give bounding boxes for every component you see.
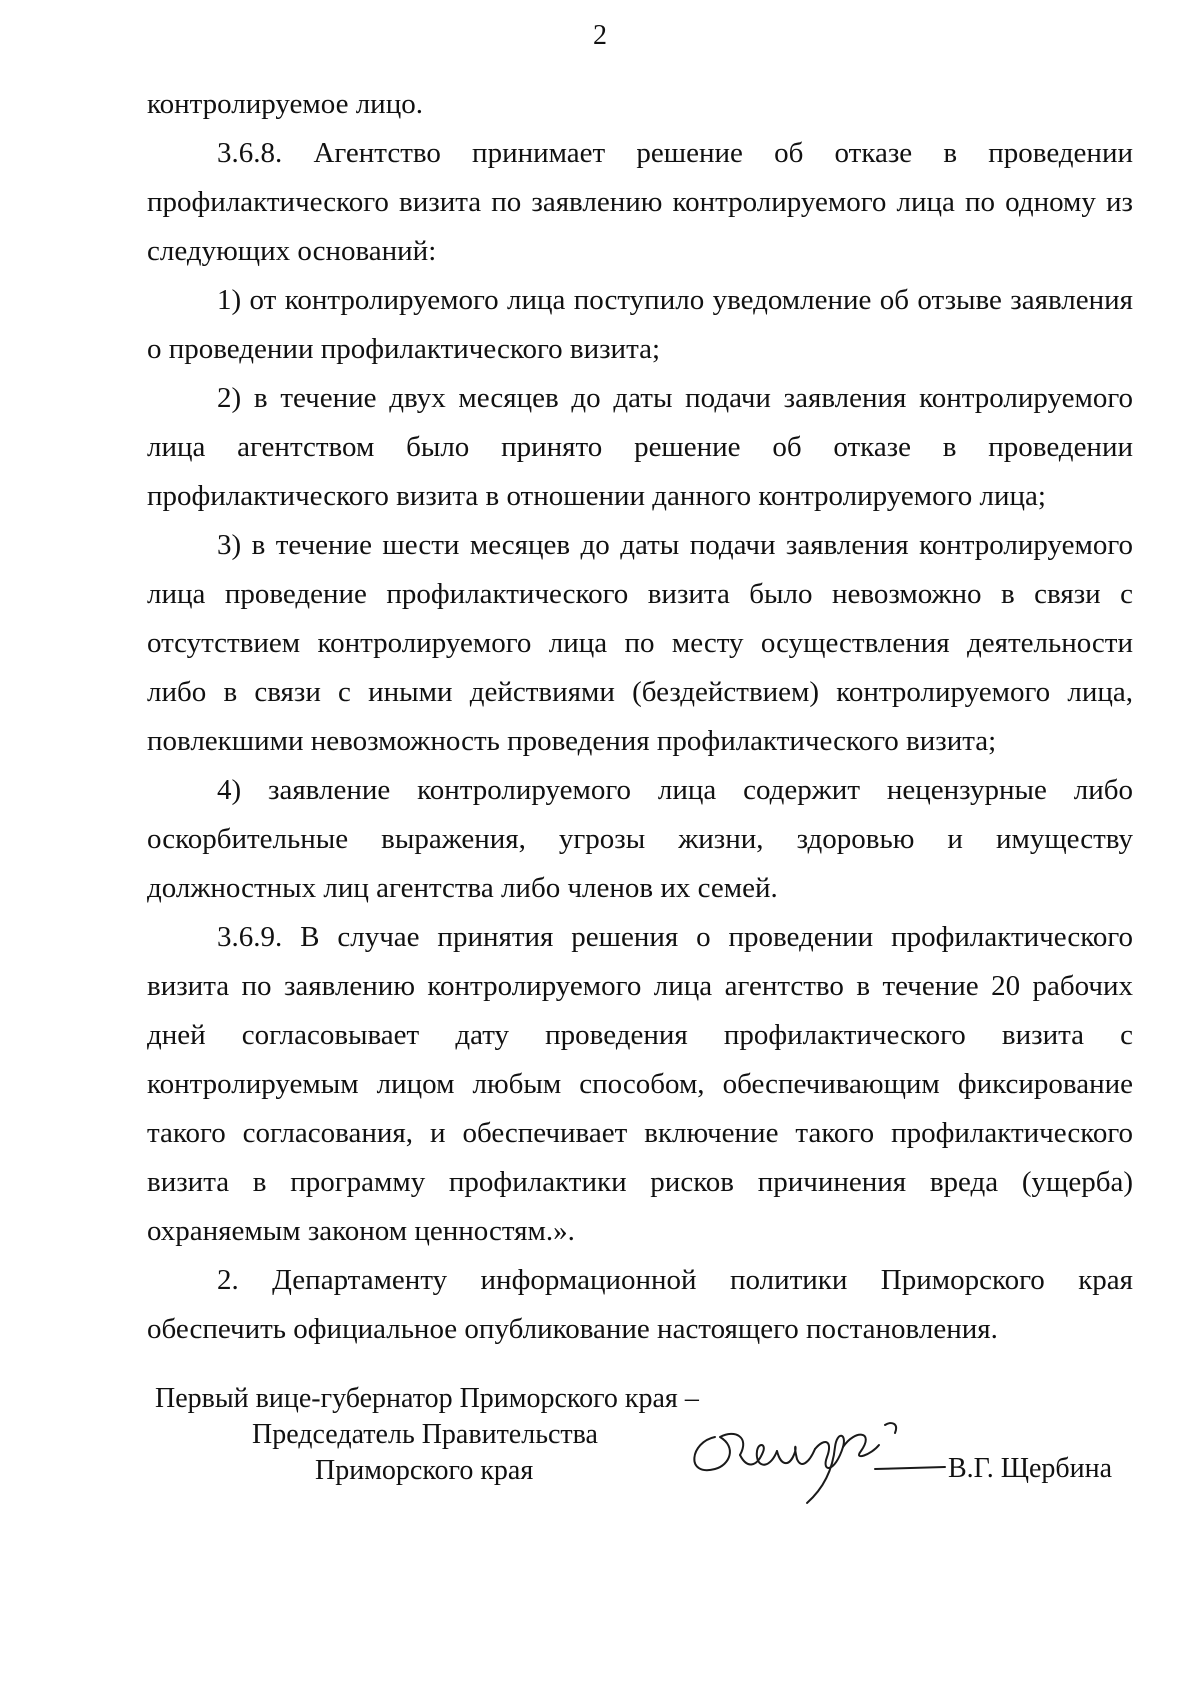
list-item-4: 4) заявление контролируемого лица содержит нецензурные либо оскорбительные выражения, угрозы жизни, здоровью и имуществу должностных лиц агентства либо членов их семей. [147,774,1133,904]
signatory-name: В.Г. Щербина [948,1453,1113,1484]
document-body [147,80,1133,1354]
signature-block [130,1381,1140,1521]
signatory-title-line: Первый вице-губернатор Приморского края – [155,1383,699,1414]
list-item-2: 2) в течение двух месяцев до даты подачи заявления контролируемого лица агентством было принято решение об отказе в проведении профилактического визита в отношении данного контролируемого лица; [147,382,1133,512]
handwritten-signature [675,1407,955,1507]
paragraph-3-6-9: 3.6.9. В случае принятия решения о проведении профилактического визита по заявлению контролируемого лица агентство в течение 20 рабочих дней согласовывает дату проведения профилактического визита с контролируемым лицом любым способом, обеспечивающим фиксирование такого согласования, и обеспечивает включение такого профилактического визита в программу профилактики рисков причинения вреда (ущерба) охраняемым законом ценностям.». [147,921,1133,1247]
list-item-1: 1) от контролируемого лица поступило уведомление об отзыве заявления о проведении профилактического визита; [147,284,1133,365]
paragraph-3-6-8: 3.6.8. Агентство принимает решение об отказе в проведении профилактического визита по заявлению контролируемого лица по одному из следующих оснований: [147,137,1133,267]
list-item-3: 3) в течение шести месяцев до даты подачи заявления контролируемого лица проведение профилактического визита было невозможно в связи с отсутствием контролируемого лица по месту осуществления деятельности либо в связи с иными действиями (бездействием) контролируемого лица, повлекшими невозможность проведения профилактического визита; [147,529,1133,757]
signatory-title-line: Приморского края [315,1455,534,1486]
page-number: 2 [593,20,607,51]
signatory-title-line: Председатель Правительства [252,1419,598,1450]
paragraph-continuation: контролируемое лицо. [147,88,423,120]
paragraph-item-2: 2. Департаменту информационной политики Приморского края обеспечить официальное опубликование настоящего постановления. [147,1264,1133,1345]
